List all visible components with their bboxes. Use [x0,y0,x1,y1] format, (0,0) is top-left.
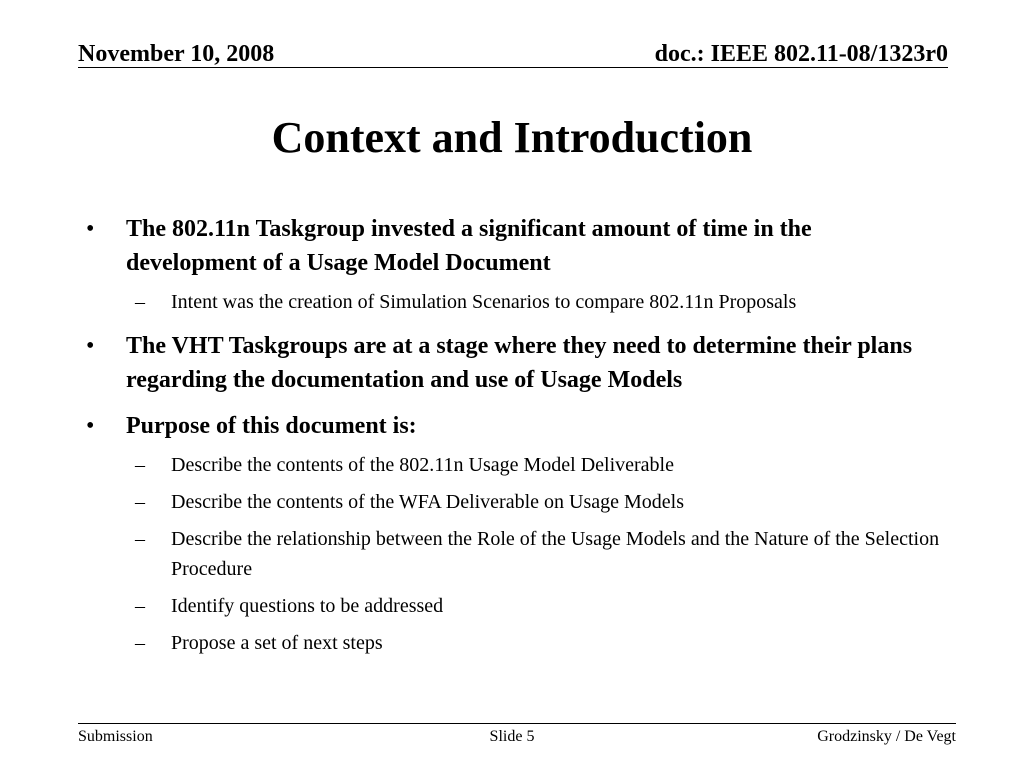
header-doc-id: doc.: IEEE 802.11-08/1323r0 [654,41,948,67]
sub-bullet-item [84,450,944,480]
bullet-item [84,212,944,280]
footer-submission: Submission [78,728,153,745]
sub-bullet-text: Describe the contents of the 802.11n Usage Model Deliverable [171,454,674,476]
sub-bullet-marker: – [135,632,145,654]
bullet-item [84,409,944,443]
bullet-marker: • [86,413,95,439]
sub-bullet-text: Identify questions to be addressed [171,595,444,617]
sub-bullet-marker: – [135,491,145,513]
sub-bullet-item [84,524,944,584]
bullet-marker: • [86,216,95,242]
footer-authors: Grodzinsky / De Vegt [817,728,956,745]
slide-title: Context and Introduction [271,113,753,162]
sub-bullet-marker: – [135,454,145,476]
sub-bullet-marker: – [135,528,145,550]
slide-body [84,212,944,658]
footer-divider [78,723,956,724]
footer-slide-number: Slide 5 [489,728,535,745]
sub-bullet-marker: – [135,291,145,313]
sub-bullet-item [84,591,944,621]
bullet-text: The VHT Taskgroups are at a stage where they need to determine their plans regarding the documentation and use of Usage Models [126,333,913,393]
sub-bullet-text: Describe the relationship between the Role of the Usage Models and the Nature of the Selection Procedure [171,528,940,580]
sub-bullet-item [84,487,944,517]
header-date: November 10, 2008 [78,41,275,67]
sub-bullet-item [84,287,944,317]
header-divider [78,67,948,68]
bullet-item [84,329,944,397]
sub-bullet-marker: – [135,595,145,617]
sub-bullet-text: Intent was the creation of Simulation Scenarios to compare 802.11n Proposals [171,291,797,313]
sub-bullet-text: Describe the contents of the WFA Deliverable on Usage Models [171,491,685,513]
sub-bullet-text: Propose a set of next steps [171,632,383,654]
bullet-text: The 802.11n Taskgroup invested a significant amount of time in the development of a Usage Model Document [126,216,812,276]
bullet-text: Purpose of this document is: [126,413,417,439]
sub-bullet-item [84,628,944,658]
bullet-marker: • [86,333,95,359]
